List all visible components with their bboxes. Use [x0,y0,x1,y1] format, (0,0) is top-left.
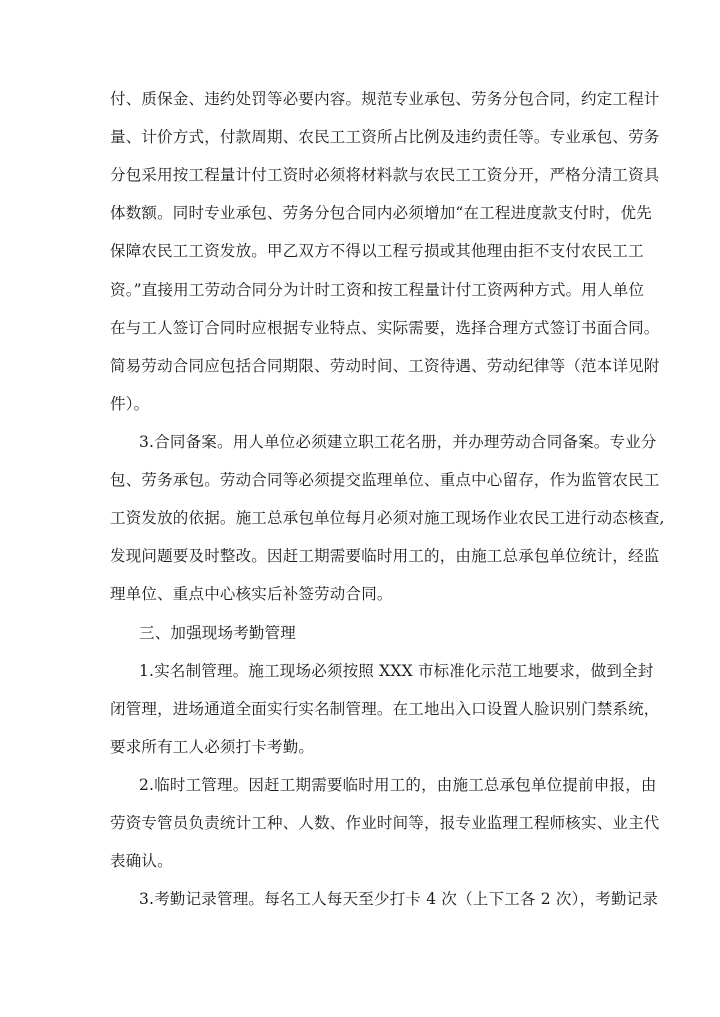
paragraph-line: 发现问题要及时整改。因赶工期需要临时用工的，由施工总承包单位统计，经监 [110,547,660,565]
paragraph-line: 件）。 [110,395,150,413]
paragraph-first-line: 2.临时工管理。因赶工期需要临时用工的，由施工总承包单位提前申报，由 [139,776,657,794]
paragraph-line: 要求所有工人必须打卡考勤。 [110,738,315,756]
paragraph-line: 劳资专管员负责统计工种、人数、作业时间等，报专业监理工程师核实、业主代 [110,814,660,832]
paragraph-first-line: 3.考勤记录管理。每名工人每天至少打卡 4 次（上下工各 2 次），考勤记录 [139,890,659,908]
paragraph-line: 包、劳务承包。劳动合同等必须提交监理单位、重点中心留存，作为监管农民工 [110,471,660,489]
paragraph-line: 量、计价方式，付款周期、农民工工资所占比例及违约责任等。专业承包、劳务 [110,128,660,146]
paragraph-line: 工资发放的依据。施工总承包单位每月必须对施工现场作业农民工进行动态核查, [110,509,665,527]
paragraph-line: 资。”直接用工劳动合同分为计时工资和按工程量计付工资两种方式。用人单位 [110,281,645,299]
paragraph-first-line: 1.实名制管理。施工现场必须按照 XXX 市标准化示范工地要求，做到全封 [139,662,654,680]
paragraph-line: 分包采用按工程量计付工资时必须将材料款与农民工工资分开，严格分清工资具 [110,166,660,184]
paragraph-line: 付、质保金、违约处罚等必要内容。规范专业承包、劳务分包合同，约定工程计 [110,90,660,108]
paragraph-line: 保障农民工工资发放。甲乙双方不得以工程亏损或其他理由拒不支付农民工工 [110,242,644,260]
paragraph-line: 简易劳动合同应包括合同期限、劳动时间、工资待遇、劳动纪律等（范本详见附 [110,357,660,375]
paragraph-first-line: 3.合同备案。用人单位必须建立职工花名册，并办理劳动合同备案。专业分 [139,433,657,451]
paragraph-line: 在与工人签订合同时应根据专业特点、实际需要，选择合理方式签订书面合同。 [110,319,660,337]
paragraph-line: 表确认。 [110,852,173,870]
paragraph-line: 理单位、重点中心核实后补签劳动合同。 [110,585,393,603]
paragraph-line: 体数额。同时专业承包、劳务分包合同内必须增加“在工程进度款支付时，优先 [110,204,652,222]
section-heading: 三、加强现场考勤管理 [139,624,297,642]
paragraph-line: 闭管理，进场通道全面实行实名制管理。在工地出入口设置人脸识别门禁系统， [110,700,660,718]
